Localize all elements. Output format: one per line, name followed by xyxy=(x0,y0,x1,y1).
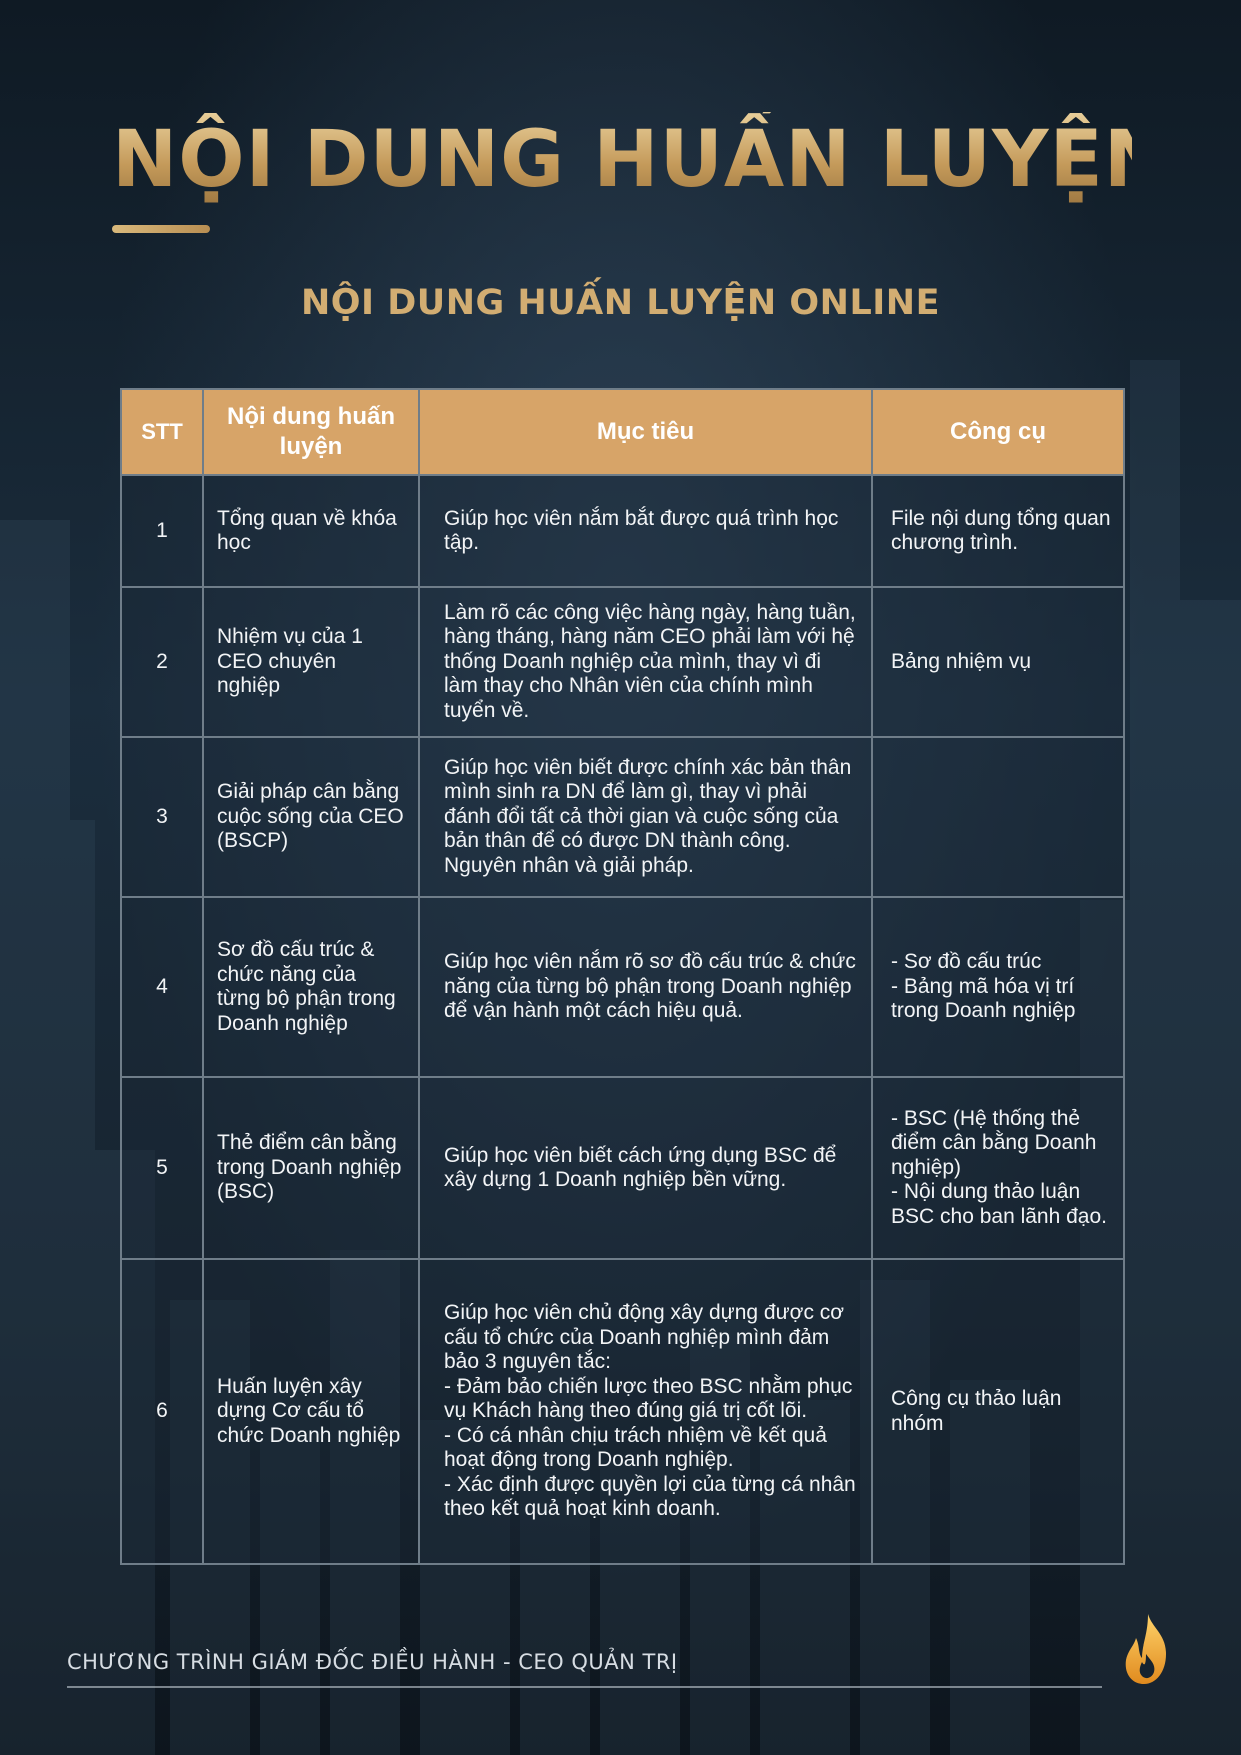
row-topic: Thẻ điểm cân bằng trong Doanh nghiệp (BSC) xyxy=(203,1077,419,1259)
page-title: NỘI DUNG HUẤN LUYỆN xyxy=(112,112,1132,208)
table-row xyxy=(121,897,1124,1077)
table-header-row xyxy=(121,389,1124,475)
flame-logo-icon xyxy=(1118,1610,1176,1690)
row-topic: Giải pháp cân bằng cuộc sống của CEO (BSCP) xyxy=(203,737,419,897)
row-number: 5 xyxy=(121,1077,203,1259)
row-tool: Bảng nhiệm vụ xyxy=(872,587,1124,737)
table-row xyxy=(121,587,1124,737)
row-goal: Giúp học viên biết được chính xác bản thân mình sinh ra DN để làm gì, thay vì phải đánh đổi tất cả thời gian và cuộc sống của bản thân để có được DN thành công. Nguyên nhân và giải pháp. xyxy=(419,737,872,897)
row-topic: Sơ đồ cấu trúc & chức năng của từng bộ phận trong Doanh nghiệp xyxy=(203,897,419,1077)
row-goal: Giúp học viên nắm bắt được quá trình học tập. xyxy=(419,475,872,587)
section-subtitle: NỘI DUNG HUẤN LUYỆN ONLINE xyxy=(301,283,940,323)
row-goal: Làm rõ các công việc hàng ngày, hàng tuần, hàng tháng, hàng năm CEO phải làm với hệ thống Doanh nghiệp của mình, thay vì đi làm thay cho Nhân viên của chính mình tuyển về. xyxy=(419,587,872,737)
row-tool: - BSC (Hệ thống thẻ điểm cân bằng Doanh nghiệp) - Nội dung thảo luận BSC cho ban lãnh đạo. xyxy=(872,1077,1124,1259)
row-number: 6 xyxy=(121,1259,203,1564)
header-topic: Nội dung huấn luyện xyxy=(203,389,419,475)
row-tool xyxy=(872,737,1124,897)
table-row xyxy=(121,475,1124,587)
table-row xyxy=(121,737,1124,897)
row-goal: Giúp học viên nắm rõ sơ đồ cấu trúc & chức năng của từng bộ phận trong Doanh nghiệp để vận hành một cách hiệu quả. xyxy=(419,897,872,1077)
row-number: 2 xyxy=(121,587,203,737)
row-tool: File nội dung tổng quan chương trình. xyxy=(872,475,1124,587)
table-row xyxy=(121,1077,1124,1259)
row-goal: Giúp học viên biết cách ứng dụng BSC để xây dựng 1 Doanh nghiệp bền vững. xyxy=(419,1077,872,1259)
row-goal: Giúp học viên chủ động xây dựng được cơ cấu tổ chức của Doanh nghiệp mình đảm bảo 3 nguyên tắc: - Đảm bảo chiến lược theo BSC nhằm phục vụ Khách hàng theo đúng giá trị cốt lõi. - Có cá nhân chịu trách nhiệm về kết quả hoạt động trong Doanh nghiệp. - Xác định được quyền lợi của từng cá nhân theo kết quả hoạt kinh doanh. xyxy=(419,1259,872,1564)
header-tool: Công cụ xyxy=(872,389,1124,475)
row-tool: Công cụ thảo luận nhóm xyxy=(872,1259,1124,1564)
program-footer: CHƯƠNG TRÌNH GIÁM ĐỐC ĐIỀU HÀNH - CEO QUẢN TRỊ xyxy=(67,1650,678,1674)
training-content-table xyxy=(120,388,1125,1565)
header-stt: STT xyxy=(121,389,203,475)
row-topic: Nhiệm vụ của 1 CEO chuyên nghiệp xyxy=(203,587,419,737)
footer-divider xyxy=(67,1686,1102,1688)
header-goal: Mục tiêu xyxy=(419,389,872,475)
row-number: 4 xyxy=(121,897,203,1077)
row-topic: Tổng quan về khóa học xyxy=(203,475,419,587)
row-number: 1 xyxy=(121,475,203,587)
row-topic: Huấn luyện xây dựng Cơ cấu tổ chức Doanh nghiệp xyxy=(203,1259,419,1564)
row-tool: - Sơ đồ cấu trúc - Bảng mã hóa vị trí trong Doanh nghiệp xyxy=(872,897,1124,1077)
title-underline xyxy=(112,225,210,233)
table-row xyxy=(121,1259,1124,1564)
row-number: 3 xyxy=(121,737,203,897)
